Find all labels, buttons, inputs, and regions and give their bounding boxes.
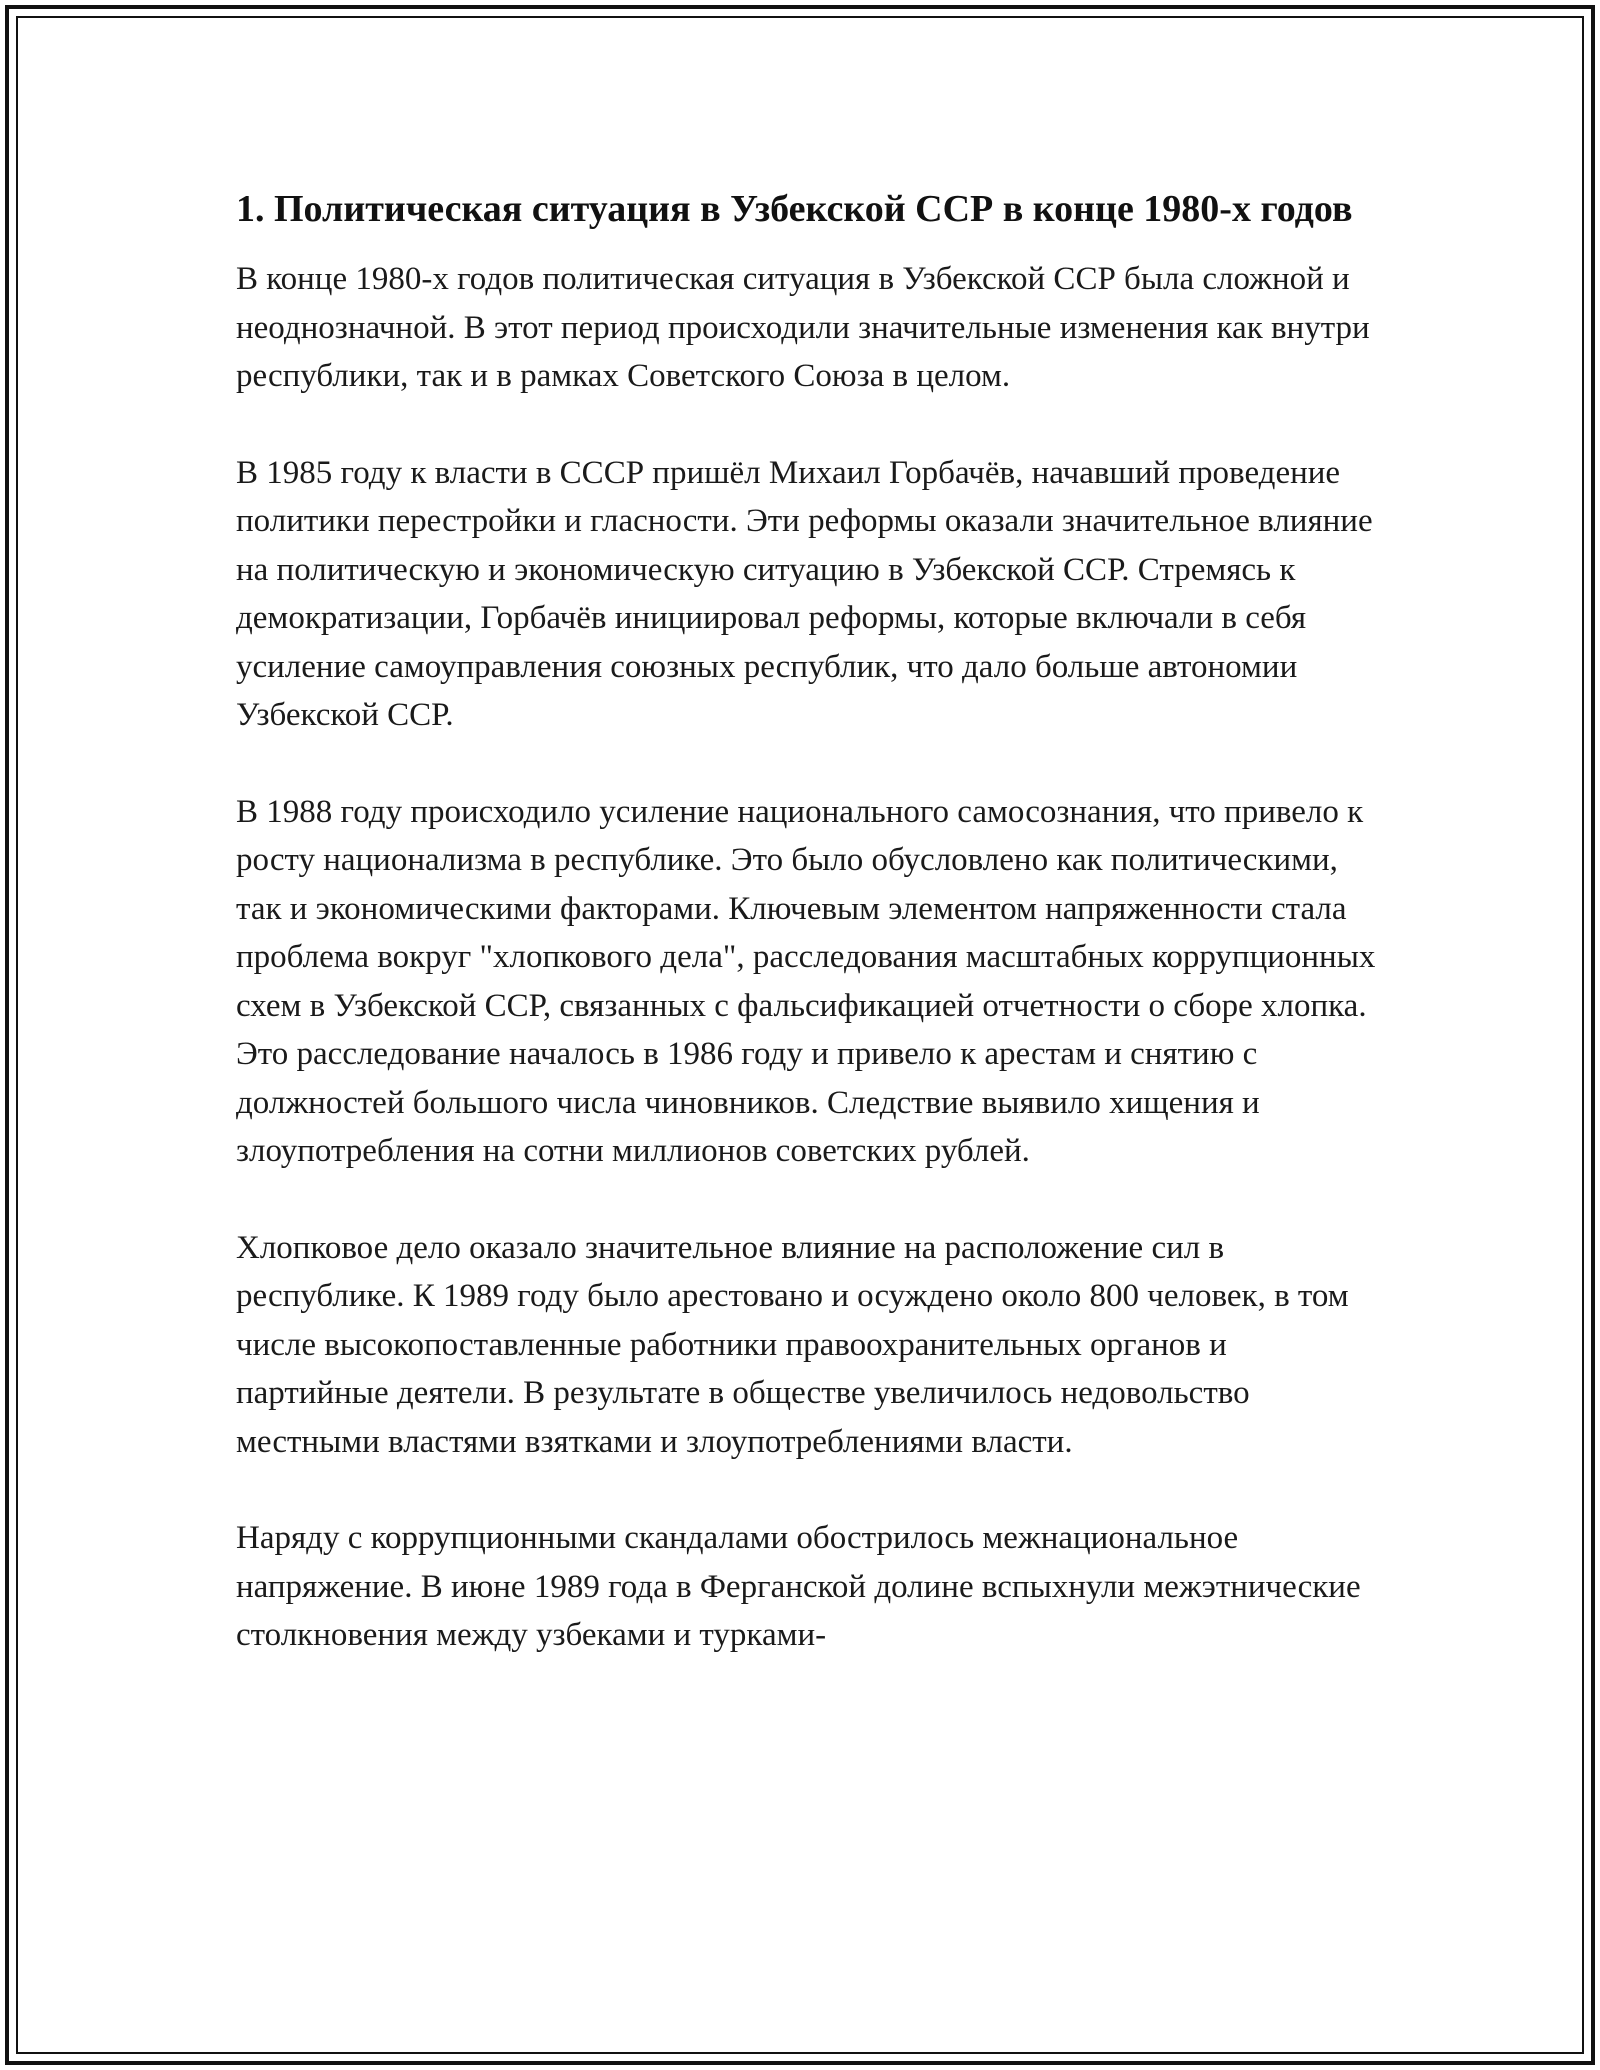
- paragraph-3: В 1988 году происходило усиление национального самосознания, что привело к росту национализма в республике. Это было обусловлено как политическими, так и экономическими факторами. Ключевым элементом напряженности стала проблема вокруг "хлопкового дела", расследования масштабных коррупционных схем в Узбекской ССР, связанных с фальсификацией отчетности о сборе хлопка. Это расследование началось в 1986 году и привело к арестам и снятию с должностей большого числа чиновников. Следствие выявило хищения и злоупотребления на сотни миллионов советских рублей.: [236, 793, 1376, 1169]
- paragraph-2: В 1985 году к власти в СССР пришёл Михаил Горбачёв, начавший проведение политики перестройки и гласности. Эти реформы оказали значительное влияние на политическую и экономическую ситуацию в Узбекской ССР. Стремясь к демократизации, Горбачёв инициировал реформы, которые включали в себя усиление самоуправления союзных республик, что дало больше автономии Узбекской ССР.: [236, 454, 1373, 733]
- section-heading: 1. Политическая ситуация в Узбекской ССР в конце 1980-х годов: [236, 188, 1353, 230]
- paragraph-4: Хлопковое дело оказало значительное влияние на расположение сил в республике. К 1989 году было арестовано и осуждено около 800 человек, в том числе высокопоставленные работники правоохранительных органов и партийные деятели. В результате в обществе увеличилось недовольство местными властями взятками и злоупотреблениями власти.: [236, 1229, 1349, 1460]
- paragraph-1: В конце 1980-х годов политическая ситуация в Узбекской ССР была сложной и неоднозначной. В этот период происходили значительные изменения как внутри республики, так и в рамках Советского Союза в целом.: [236, 261, 1370, 394]
- paragraph-5: Наряду с коррупционными скандалами обострилось межнациональное напряжение. В июне 1989 года в Ферганской долине вспыхнули межэтнические столкновения между узбеками и турками-: [236, 1520, 1361, 1653]
- document-body: [236, 182, 1384, 1708]
